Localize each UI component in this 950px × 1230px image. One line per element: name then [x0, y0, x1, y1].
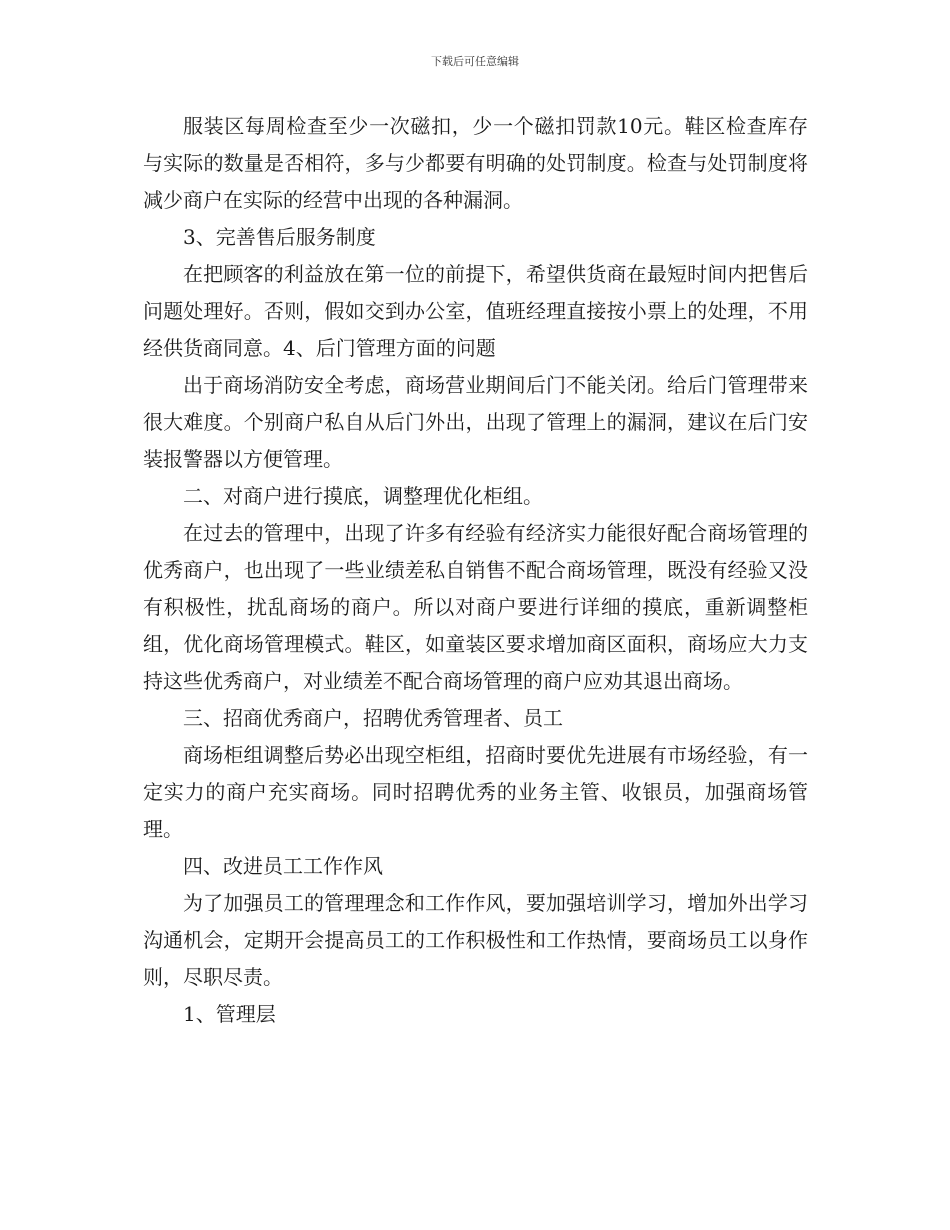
heading-merchant-survey: 二、对商户进行摸底，调整理优化柜组。 [183, 484, 543, 508]
paragraph-merchant-survey: 在过去的管理中，出现了许多有经验有经济实力能很好配合商场管理的优秀商户，也出现了一些业绩差私自销售不配合商场管理，既没有经验又没有积极性，扰乱商场的商户。所以对商户要进行详细的摸底，重新调整柜组，优化商场管理模式。鞋区，如童装区要求增加商区面积，商场应大力支持这些优秀商户，对业绩差不配合商场管理的商户应劝其退出商场。 [143, 521, 808, 693]
document-body [143, 108, 808, 1033]
paragraph-inspection: 服装区每周检查至少一次磁扣，少一个磁扣罚款10元。鞋区检查库存与实际的数量是否相符，多与少都要有明确的处罚制度。检查与处罚制度将减少商户在实际的经营中出现的各种漏洞。 [143, 114, 808, 212]
heading-recruitment: 三、招商优秀商户，招聘优秀管理者、员工 [183, 706, 563, 730]
heading-management-level: 1、管理层 [183, 1002, 276, 1026]
heading-after-sales: 3、完善售后服务制度 [183, 225, 376, 249]
paragraph-work-style: 为了加强员工的管理理念和工作作风，要加强培训学习，增加外出学习沟通机会，定期开会提高员工的工作积极性和工作热情，要商场员工以身作则，尽职尽责。 [143, 891, 808, 989]
page-header-note: 下载后可任意编辑 [431, 55, 519, 68]
paragraph-recruitment: 商场柜组调整后势必出现空柜组，招商时要优先进展有市场经验，有一定实力的商户充实商场。同时招聘优秀的业务主管、收银员，加强商场管理。 [143, 743, 808, 841]
paragraph-after-sales: 在把顾客的利益放在第一位的前提下，希望供货商在最短时间内把售后问题处理好。否则，假如交到办公室，值班经理直接按小票上的处理，不用经供货商同意。4、后门管理方面的问题 [143, 262, 808, 360]
paragraph-back-door: 出于商场消防安全考虑，商场营业期间后门不能关闭。给后门管理带来很大难度。个别商户私自从后门外出，出现了管理上的漏洞，建议在后门安装报警器以方便管理。 [143, 373, 808, 471]
heading-work-style: 四、改进员工工作作风 [183, 854, 383, 878]
